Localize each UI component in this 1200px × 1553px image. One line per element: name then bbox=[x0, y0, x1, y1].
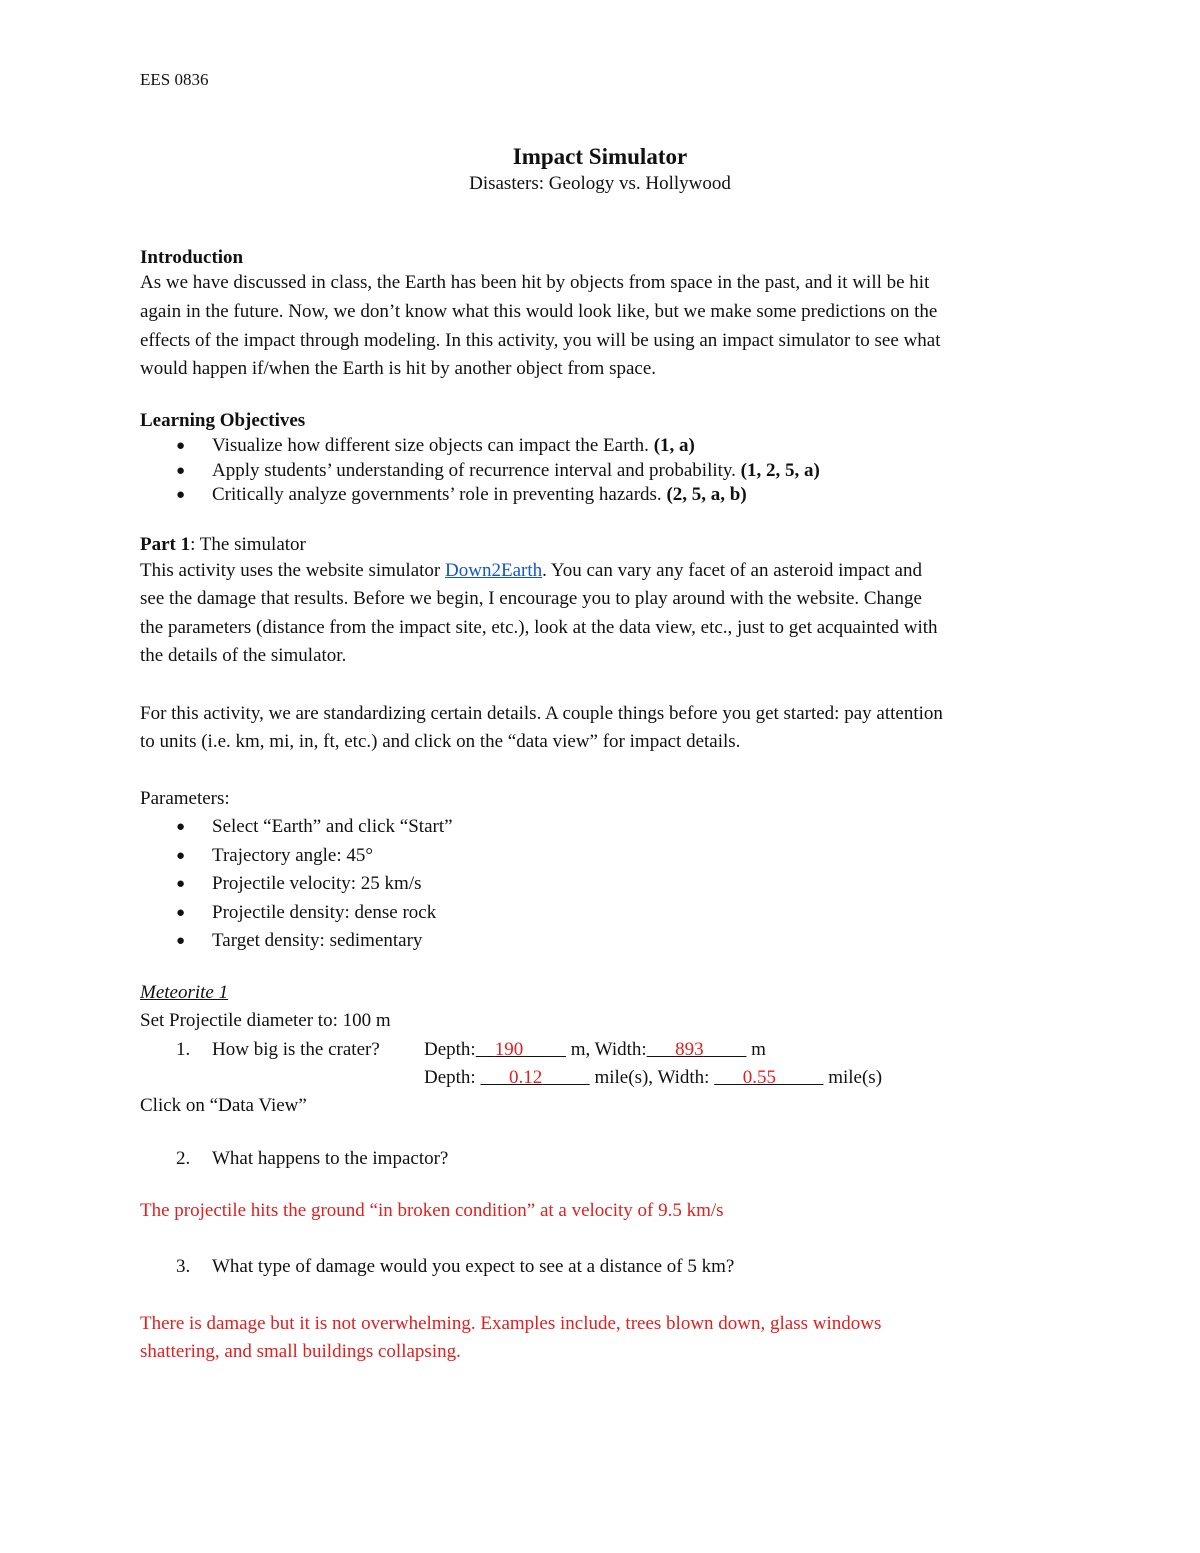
objective-text: Apply students’ understanding of recurrence interval and probability. bbox=[212, 459, 741, 481]
depth-m-field[interactable] bbox=[476, 1039, 566, 1060]
depth-mi-value: 0.12 bbox=[508, 1067, 543, 1088]
bullet-icon: ● bbox=[176, 487, 186, 503]
crater-meters-line bbox=[424, 1039, 766, 1061]
introduction-line-4: would happen if/when the Earth is hit by another object from space. bbox=[140, 358, 657, 379]
part1-line-2: see the damage that results. Before we begin, I encourage you to play around with the website. Change bbox=[140, 588, 922, 609]
width-m-value: 893 bbox=[675, 1039, 704, 1060]
part1-heading bbox=[140, 534, 306, 556]
objective-text: Visualize how different size objects can impact the Earth. bbox=[212, 435, 654, 456]
part1-line-1 bbox=[140, 560, 922, 582]
objective-text: Critically analyze governments’ role in preventing hazards. bbox=[212, 484, 667, 505]
meter-unit: m bbox=[746, 1039, 766, 1060]
part1-line-1-end: . You can vary any facet of an asteroid impact and bbox=[542, 560, 922, 581]
objective-tag: (2, 5, a, b) bbox=[666, 484, 747, 505]
bullet-icon: ● bbox=[176, 438, 186, 454]
objective-tag: (1, a) bbox=[653, 435, 695, 456]
parameter-text: Target density: sedimentary bbox=[212, 930, 423, 951]
document-title: Impact Simulator bbox=[512, 144, 688, 169]
question-2-number: 2. bbox=[176, 1148, 191, 1169]
data-view-line: Click on “Data View” bbox=[140, 1095, 307, 1116]
parameter-item bbox=[140, 899, 453, 928]
course-code: EES 0836 bbox=[140, 70, 209, 89]
set-diameter-line: Set Projectile diameter to: 100 m bbox=[140, 1010, 391, 1031]
question-1-text: How big is the crater? bbox=[212, 1039, 380, 1060]
parameters-list bbox=[140, 813, 453, 956]
objectives-heading: Learning Objectives bbox=[140, 410, 306, 431]
parameter-text: Projectile velocity: 25 km/s bbox=[212, 873, 422, 894]
part1-heading-bold: Part 1 bbox=[140, 534, 191, 555]
bullet-icon: ● bbox=[176, 462, 186, 479]
question-3-number: 3. bbox=[176, 1256, 191, 1277]
down2earth-link[interactable]: Down2Earth bbox=[445, 560, 543, 581]
bullet-icon: ● bbox=[176, 933, 186, 949]
introduction-line-3: effects of the impact through modeling. In this activity, you will be using an impact simulator to see what bbox=[140, 330, 941, 351]
document-subtitle: Disasters: Geology vs. Hollywood bbox=[469, 173, 731, 194]
parameter-text: Select “Earth” and click “Start” bbox=[212, 816, 453, 837]
objectives-list bbox=[140, 434, 820, 508]
crater-miles-line bbox=[424, 1067, 882, 1089]
width-label: m, Width: bbox=[565, 1039, 647, 1060]
depth-label: Depth: bbox=[424, 1039, 476, 1060]
meteorite-1-heading: Meteorite 1 bbox=[140, 982, 229, 1003]
question-1-number: 1. bbox=[176, 1039, 191, 1060]
bullet-icon: ● bbox=[176, 876, 186, 892]
standard-line-1: For this activity, we are standardizing certain details. A couple things before you get started: pay attention bbox=[140, 703, 943, 724]
introduction-line-1: As we have discussed in class, the Earth has been hit by objects from space in the past, and it will be hit bbox=[140, 272, 930, 293]
bullet-icon: ● bbox=[176, 904, 186, 921]
objective-item bbox=[140, 483, 820, 508]
answer-3-line-2: shattering, and small buildings collapsing. bbox=[140, 1341, 461, 1362]
width-m-field[interactable] bbox=[647, 1039, 747, 1060]
objective-item bbox=[140, 459, 820, 484]
parameter-item bbox=[140, 870, 453, 899]
mile-unit: mile(s) bbox=[823, 1067, 883, 1088]
part1-line-4: the details of the simulator. bbox=[140, 645, 347, 666]
part1-line-1-start: This activity uses the website simulator bbox=[140, 560, 446, 581]
bullet-icon: ● bbox=[176, 819, 186, 835]
bullet-icon: ● bbox=[176, 847, 186, 864]
parameter-item bbox=[140, 927, 453, 956]
objective-tag: (1, 2, 5, a) bbox=[740, 459, 820, 481]
width-label-miles: mile(s), Width: bbox=[589, 1067, 715, 1088]
objective-item bbox=[140, 434, 820, 459]
depth-label-miles: Depth: bbox=[424, 1067, 481, 1088]
depth-mi-field[interactable] bbox=[480, 1067, 589, 1088]
introduction-line-2: again in the future. Now, we don’t know what this would look like, but we make some predictions on the bbox=[140, 301, 938, 322]
part1-line-3: the parameters (distance from the impact site, etc.), look at the data view, etc., just to get acquainted with bbox=[140, 617, 938, 638]
width-mi-value: 0.55 bbox=[742, 1067, 776, 1088]
answer-2: The projectile hits the ground “in broken condition” at a velocity of 9.5 km/s bbox=[140, 1200, 724, 1221]
parameter-item bbox=[140, 842, 453, 871]
parameter-text: Projectile density: dense rock bbox=[212, 901, 437, 923]
answer-3-line-1: There is damage but it is not overwhelming. Examples include, trees blown down, glass windows bbox=[140, 1313, 882, 1334]
parameters-label: Parameters: bbox=[140, 788, 230, 809]
parameter-item bbox=[140, 813, 453, 842]
parameter-text: Trajectory angle: 45° bbox=[212, 844, 373, 866]
width-mi-field[interactable] bbox=[714, 1067, 823, 1088]
introduction-heading: Introduction bbox=[140, 247, 244, 268]
depth-m-value: 190 bbox=[494, 1039, 524, 1060]
standard-line-2: to units (i.e. km, mi, in, ft, etc.) and click on the “data view” for impact details. bbox=[140, 731, 741, 752]
part1-heading-rest: : The simulator bbox=[190, 534, 306, 555]
question-2-text: What happens to the impactor? bbox=[212, 1148, 449, 1169]
question-3-text: What type of damage would you expect to see at a distance of 5 km? bbox=[212, 1256, 735, 1277]
